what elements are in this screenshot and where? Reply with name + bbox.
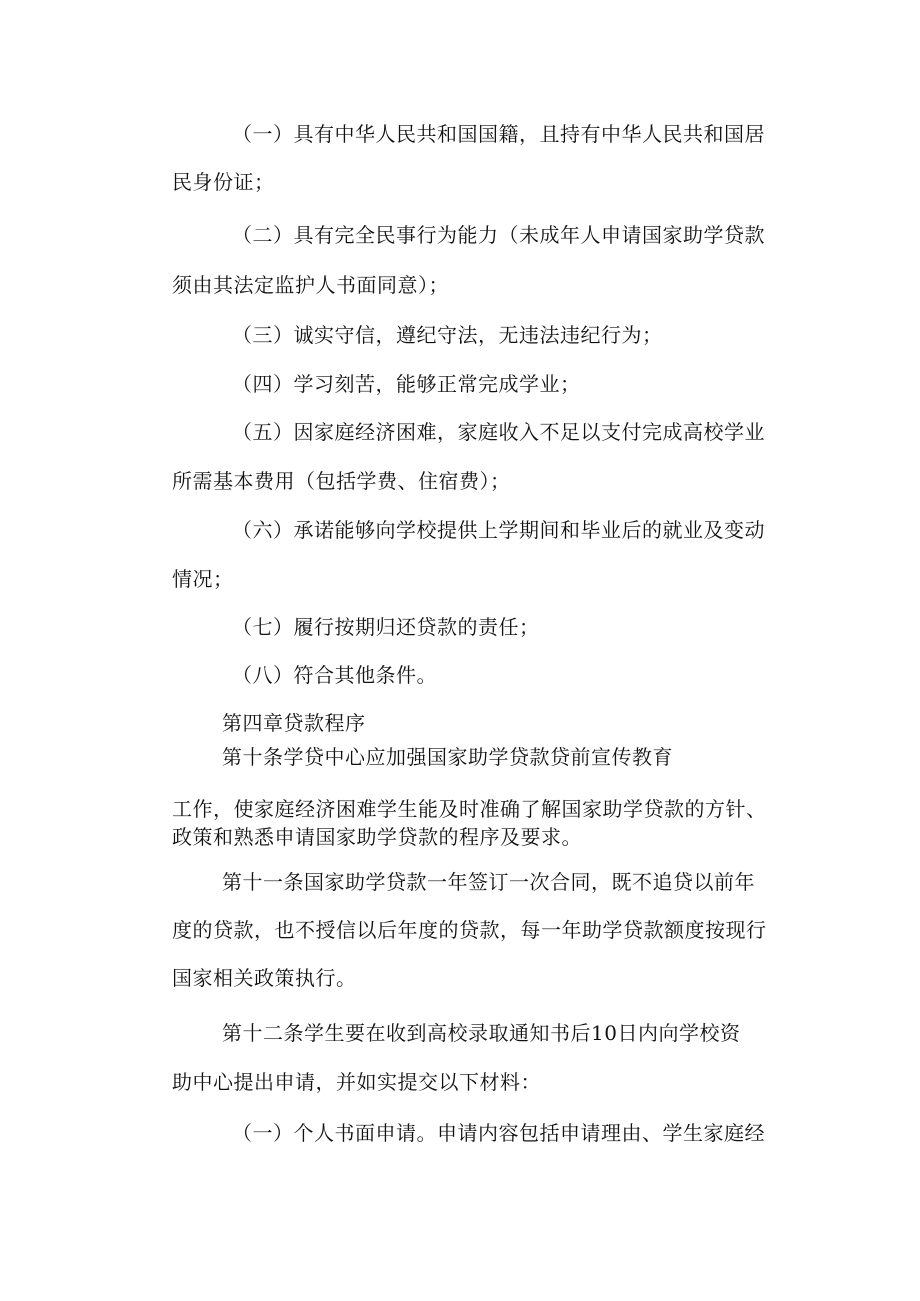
text-line: 度的贷款，也不授信以后年度的贷款，每一年助学贷款额度按现行 bbox=[172, 918, 767, 942]
text-line: 情况； bbox=[172, 567, 234, 591]
text-line: （三）诚实守信，遵纪守法，无违法违纪行为； bbox=[232, 323, 663, 347]
text-line: 第十条学贷中心应加强国家助学贷款贷前宣传教育 bbox=[222, 745, 673, 769]
text-line: （一）个人书面申请。申请内容包括申请理由、学生家庭经 bbox=[232, 1121, 765, 1145]
text-line: 所需基本费用（包括学费、住宿费）； bbox=[172, 469, 511, 493]
text-line: （二）具有完全民事行为能力（未成年人申请国家助学贷款 bbox=[232, 223, 765, 247]
text-line: 政策和熟悉申请国家助学贷款的程序及要求。 bbox=[172, 825, 582, 849]
text-line: 工作，使家庭经济困难学生能及时准确了解国家助学贷款的方针、 bbox=[172, 797, 767, 821]
text-line: （七）履行按期归还贷款的责任； bbox=[232, 615, 540, 639]
chapter-heading: 第四章贷款程序 bbox=[222, 711, 366, 735]
text-line: 第十一条国家助学贷款一年签订一次合同，既不追贷以前年 bbox=[222, 870, 755, 894]
text-line: 第十二条学生要在收到高校录取通知书后10日内向学校资 bbox=[222, 1021, 741, 1045]
text-line: （五）因家庭经济困难，家庭收入不足以支付完成高校学业 bbox=[232, 420, 765, 444]
text-line: （一）具有中华人民共和国国籍，且持有中华人民共和国居 bbox=[232, 122, 765, 146]
text-line: 助中心提出申请，并如实提交以下材料： bbox=[172, 1070, 541, 1094]
text-line: （六）承诺能够向学校提供上学期间和毕业后的就业及变动 bbox=[232, 518, 765, 542]
text-line: （八）符合其他条件。 bbox=[232, 663, 437, 687]
text-line: 国家相关政策执行。 bbox=[172, 966, 357, 990]
text-line: （四）学习刻苦，能够正常完成学业； bbox=[232, 372, 581, 396]
text-line: 须由其法定监护人书面同意）； bbox=[172, 273, 449, 297]
text-line: 民身份证； bbox=[172, 170, 275, 194]
